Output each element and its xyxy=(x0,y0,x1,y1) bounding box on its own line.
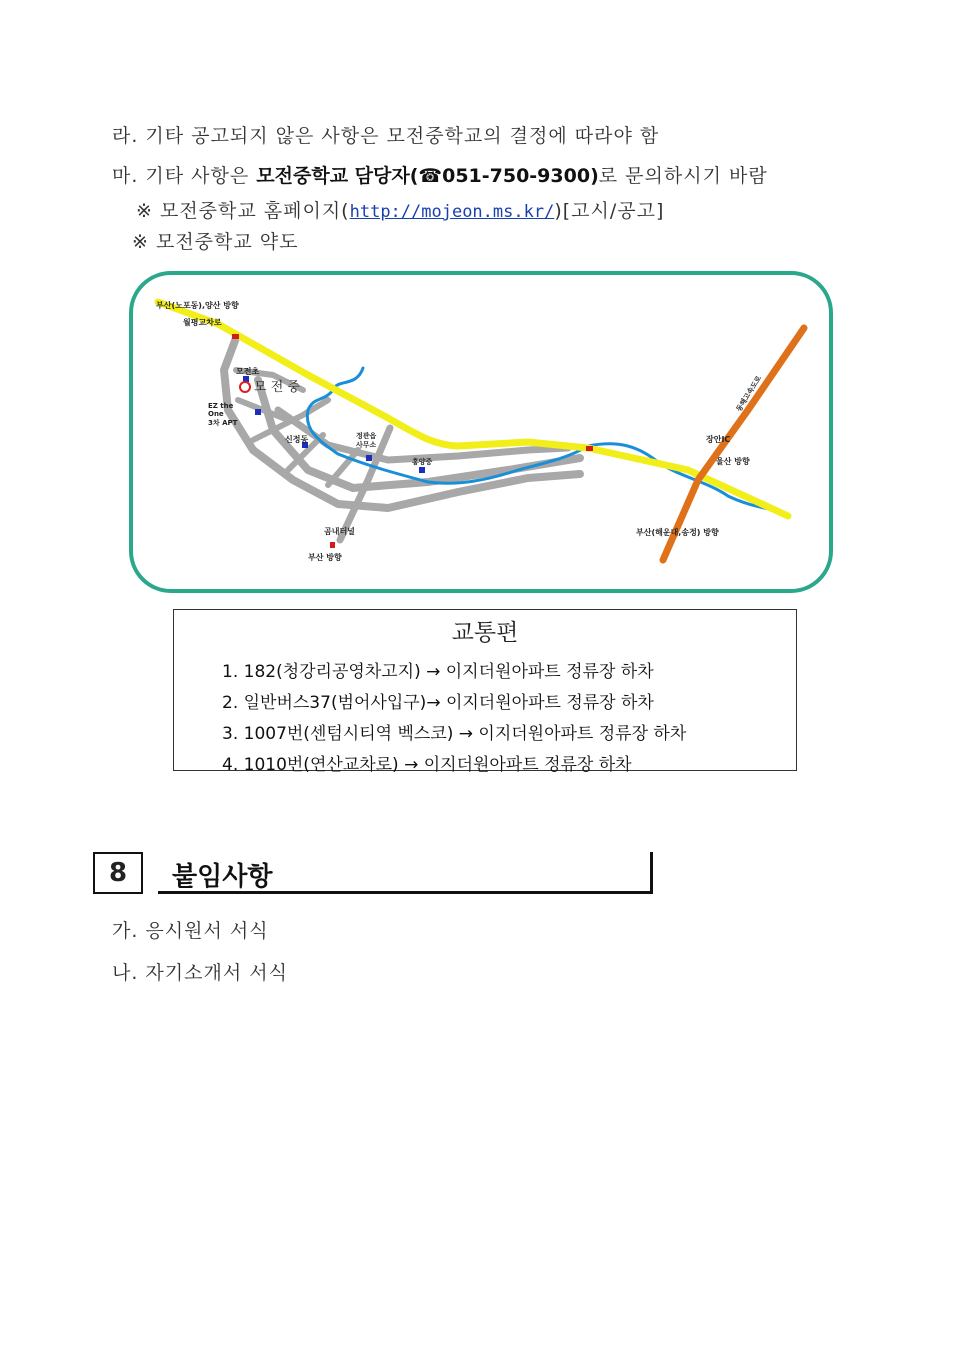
note-item-ma xyxy=(112,161,768,188)
label-mojeon-jung: 모 전 중 xyxy=(254,380,300,395)
label-ez-apt-2: One xyxy=(208,410,224,418)
homepage-note xyxy=(136,196,664,223)
label-sinjeong: 신정동 xyxy=(285,435,309,444)
marker-hyangyang xyxy=(419,467,425,473)
transit-item: 4. 1010번(연산교차로) → 이지더원아파트 정류장 하차 xyxy=(222,755,632,775)
label-ulsan: 울산 방향 xyxy=(716,457,750,466)
marker-ez-apt xyxy=(255,409,261,415)
transit-box xyxy=(173,609,797,775)
label-wolpyeong: 월평교차로 xyxy=(183,318,222,327)
note-item-ra: 라. 기타 공고되지 않은 사항은 모전중학교의 결정에 따라야 함 xyxy=(112,125,660,147)
label-busan: 부산 방향 xyxy=(308,553,342,562)
marker-jangan xyxy=(586,446,593,451)
contact-info: 모전중학교 담당자(☎051-750-9300) xyxy=(256,165,599,187)
section-header xyxy=(158,852,653,894)
transit-item: 1. 182(청강리공영차고지) → 이지더원아파트 정류장 하차 xyxy=(222,662,654,682)
transit-item: 3. 1007번(센텀시티역 벡스코) → 이지더원아파트 정류장 하차 xyxy=(222,724,687,744)
label-busan-haeundae: 부산(해운대,송정) 방향 xyxy=(636,528,719,537)
label-highway: 동해고속도로 xyxy=(734,374,764,414)
attachment-item: 가. 응시원서 서식 xyxy=(112,920,269,942)
attachment-item: 나. 자기소개서 서식 xyxy=(112,962,288,984)
section-number: 8 xyxy=(93,852,143,894)
label-jangan-ic: 장안IC xyxy=(706,435,731,444)
label-ez-apt-3: 3차 APT xyxy=(208,419,238,427)
map-border xyxy=(131,273,831,591)
homepage-suffix: )[고시/공고] xyxy=(554,200,665,222)
label-mojeon-cho: 모전초 xyxy=(236,367,260,376)
location-map xyxy=(128,270,834,594)
marker-tunnel xyxy=(330,542,335,548)
section-title: 붙임사항 xyxy=(172,862,273,892)
transit-item: 2. 일반버스37(범어사입구)→ 이지더원아파트 정류장 하차 xyxy=(222,693,654,713)
label-office-2: 사무소 xyxy=(356,441,377,449)
label-busan-yangsan: 부산(노포동),양산 방향 xyxy=(156,301,239,310)
homepage-link[interactable]: http://mojeon.ms.kr/ xyxy=(349,202,555,222)
map-caption: ※ 모전중학교 약도 xyxy=(132,231,299,253)
marker-wolpyeong xyxy=(232,334,239,339)
note-item-ma-suffix: 로 문의하시기 바람 xyxy=(598,165,768,187)
label-tunnel: 곰내터널 xyxy=(324,527,355,536)
homepage-prefix: ※ 모전중학교 홈페이지( xyxy=(136,200,350,222)
label-ez-apt-1: EZ the xyxy=(208,402,234,410)
note-item-ma-prefix: 마. 기타 사항은 xyxy=(112,165,257,187)
marker-office xyxy=(366,455,372,461)
label-hyangyang: 홍양중 xyxy=(412,458,433,466)
label-office-1: 정관읍 xyxy=(356,432,377,440)
transit-title: 교통편 xyxy=(451,620,519,646)
